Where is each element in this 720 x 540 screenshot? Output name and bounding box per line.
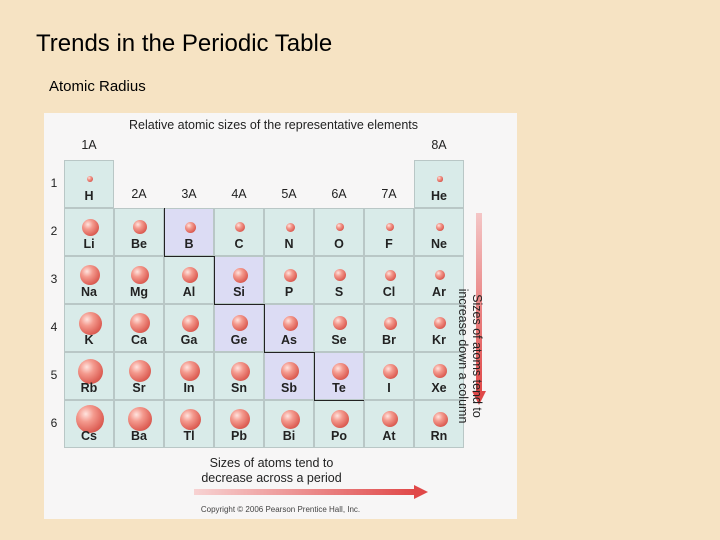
element-symbol-k: K bbox=[84, 333, 94, 347]
element-symbol-tl: Tl bbox=[183, 429, 195, 443]
period-label-2: 2 bbox=[50, 224, 58, 238]
atom-sphere-bi bbox=[281, 410, 300, 429]
atom-sphere-n bbox=[286, 223, 295, 232]
group-label-5a: 5A bbox=[281, 187, 297, 201]
element-symbol-be: Be bbox=[131, 237, 147, 251]
atom-sphere-ar bbox=[435, 270, 445, 280]
element-symbol-cs: Cs bbox=[81, 429, 97, 443]
atom-sphere-sn bbox=[231, 362, 250, 381]
metalloid-staircase-segment bbox=[314, 400, 364, 401]
element-cell-tl bbox=[164, 400, 214, 448]
element-symbol-f: F bbox=[385, 237, 393, 251]
element-symbol-as: As bbox=[281, 333, 297, 347]
atom-sphere-al bbox=[182, 267, 198, 283]
atom-sphere-mg bbox=[131, 266, 149, 284]
figure-title: Relative atomic sizes of the representative elements bbox=[129, 118, 419, 132]
element-symbol-b: B bbox=[184, 237, 194, 251]
element-cell-cs bbox=[64, 400, 114, 448]
element-symbol-kr: Kr bbox=[432, 333, 446, 347]
element-cell-br bbox=[364, 304, 414, 352]
element-cell-cl bbox=[364, 256, 414, 304]
period-label-5: 5 bbox=[50, 368, 58, 382]
atom-sphere-cl bbox=[385, 270, 396, 281]
element-symbol-n: N bbox=[284, 237, 294, 251]
element-cell-f bbox=[364, 208, 414, 256]
element-symbol-ne: Ne bbox=[431, 237, 447, 251]
element-symbol-ar: Ar bbox=[432, 285, 446, 299]
atom-sphere-in bbox=[180, 361, 200, 381]
metalloid-staircase-segment bbox=[164, 256, 214, 257]
element-symbol-p: P bbox=[284, 285, 294, 299]
metalloid-staircase-segment bbox=[314, 352, 365, 400]
atom-sphere-rb bbox=[78, 359, 103, 384]
element-cell-h bbox=[64, 160, 114, 208]
element-cell-se bbox=[314, 304, 364, 352]
period-label-1: 1 bbox=[50, 176, 58, 190]
element-symbol-bi: Bi bbox=[282, 429, 296, 443]
element-cell-ne bbox=[414, 208, 464, 256]
element-cell-ca bbox=[114, 304, 164, 352]
slide-title: Trends in the Periodic Table bbox=[36, 30, 333, 57]
element-symbol-rb: Rb bbox=[80, 381, 98, 395]
element-symbol-ga: Ga bbox=[180, 333, 198, 347]
element-cell-rb bbox=[64, 352, 114, 400]
element-symbol-i: I bbox=[387, 381, 391, 395]
atom-sphere-rn bbox=[433, 412, 448, 427]
atom-sphere-k bbox=[79, 312, 102, 335]
atom-sphere-f bbox=[386, 223, 394, 231]
element-symbol-o: O bbox=[334, 237, 344, 251]
period-label-3: 3 bbox=[50, 272, 58, 286]
atom-sphere-po bbox=[331, 410, 349, 428]
atom-sphere-br bbox=[384, 317, 397, 330]
element-symbol-in: In bbox=[183, 381, 195, 395]
element-cell-sb bbox=[264, 352, 314, 400]
element-symbol-br: Br bbox=[382, 333, 396, 347]
period-label-6: 6 bbox=[50, 416, 58, 430]
element-cell-pb bbox=[214, 400, 264, 448]
element-symbol-si: Si bbox=[233, 285, 245, 299]
element-symbol-li: Li bbox=[83, 237, 95, 251]
metalloid-staircase-segment bbox=[214, 304, 264, 305]
atom-sphere-at bbox=[382, 411, 398, 427]
element-cell-na bbox=[64, 256, 114, 304]
element-cell-in bbox=[164, 352, 214, 400]
atom-sphere-sr bbox=[129, 360, 151, 382]
element-cell-i bbox=[364, 352, 414, 400]
element-cell-s bbox=[314, 256, 364, 304]
element-symbol-mg: Mg bbox=[129, 285, 149, 299]
element-symbol-xe: Xe bbox=[431, 381, 447, 395]
element-cell-he bbox=[414, 160, 464, 208]
element-symbol-te: Te bbox=[332, 381, 346, 395]
atom-sphere-ga bbox=[182, 315, 199, 332]
element-symbol-sn: Sn bbox=[231, 381, 247, 395]
element-cell-o bbox=[314, 208, 364, 256]
element-cell-ba bbox=[114, 400, 164, 448]
element-symbol-po: Po bbox=[331, 429, 347, 443]
metalloid-staircase-segment bbox=[264, 304, 315, 352]
element-symbol-se: Se bbox=[331, 333, 347, 347]
element-cell-al bbox=[164, 256, 214, 304]
group-label-3a: 3A bbox=[181, 187, 197, 201]
group-label-8a: 8A bbox=[431, 138, 447, 152]
group-label-7a: 7A bbox=[381, 187, 397, 201]
element-symbol-rn: Rn bbox=[430, 429, 448, 443]
element-symbol-h: H bbox=[84, 189, 94, 203]
element-cell-ga bbox=[164, 304, 214, 352]
element-cell-at bbox=[364, 400, 414, 448]
element-cell-sr bbox=[114, 352, 164, 400]
period-label-4: 4 bbox=[50, 320, 58, 334]
right-arrow-icon bbox=[414, 485, 428, 499]
periodic-table-figure bbox=[44, 113, 517, 519]
element-cell-k bbox=[64, 304, 114, 352]
element-cell-n bbox=[264, 208, 314, 256]
metalloid-staircase-segment bbox=[164, 208, 215, 256]
right-arrow-shaft bbox=[194, 489, 416, 495]
atom-sphere-se bbox=[333, 316, 347, 330]
metalloid-staircase-segment bbox=[214, 256, 265, 304]
element-symbol-ca: Ca bbox=[131, 333, 147, 347]
element-symbol-na: Na bbox=[81, 285, 97, 299]
vertical-trend-caption: Sizes of atoms tend to increase down a column bbox=[456, 288, 484, 424]
element-cell-c bbox=[214, 208, 264, 256]
atom-sphere-he bbox=[437, 176, 442, 181]
horizontal-trend-caption: Sizes of atoms tend to decrease across a period bbox=[201, 456, 342, 485]
element-symbol-al: Al bbox=[182, 285, 196, 299]
atom-sphere-ca bbox=[130, 313, 150, 333]
atom-sphere-xe bbox=[433, 364, 447, 378]
atom-sphere-o bbox=[336, 223, 345, 232]
atom-sphere-be bbox=[133, 220, 147, 234]
copyright-notice: Copyright © 2006 Pearson Prentice Hall, Inc. bbox=[200, 505, 361, 514]
element-cell-mg bbox=[114, 256, 164, 304]
element-cell-ge bbox=[214, 304, 264, 352]
atom-sphere-sb bbox=[281, 362, 299, 380]
metalloid-staircase-segment bbox=[264, 352, 314, 353]
element-symbol-he: He bbox=[431, 189, 447, 203]
atom-sphere-c bbox=[235, 222, 245, 232]
group-label-1a: 1A bbox=[81, 138, 97, 152]
element-symbol-pb: Pb bbox=[231, 429, 247, 443]
element-symbol-ba: Ba bbox=[131, 429, 147, 443]
group-label-6a: 6A bbox=[331, 187, 347, 201]
atom-sphere-li bbox=[82, 219, 99, 236]
group-label-4a: 4A bbox=[231, 187, 247, 201]
element-symbol-c: C bbox=[234, 237, 244, 251]
atom-sphere-s bbox=[334, 269, 346, 281]
slide-subtitle: Atomic Radius bbox=[49, 78, 146, 95]
atom-sphere-tl bbox=[180, 409, 201, 430]
atom-sphere-p bbox=[284, 269, 297, 282]
element-symbol-at: At bbox=[382, 429, 396, 443]
atom-sphere-ba bbox=[128, 407, 152, 431]
element-cell-be bbox=[114, 208, 164, 256]
element-symbol-s: S bbox=[334, 285, 344, 299]
atom-sphere-h bbox=[87, 176, 93, 182]
group-label-2a: 2A bbox=[131, 187, 147, 201]
atom-sphere-pb bbox=[230, 409, 250, 429]
atom-sphere-i bbox=[383, 364, 398, 379]
atom-sphere-na bbox=[80, 265, 100, 285]
atom-sphere-ge bbox=[232, 315, 248, 331]
element-cell-bi bbox=[264, 400, 314, 448]
element-cell-p bbox=[264, 256, 314, 304]
element-symbol-sr: Sr bbox=[132, 381, 146, 395]
element-symbol-cl: Cl bbox=[382, 285, 396, 299]
element-cell-li bbox=[64, 208, 114, 256]
atom-sphere-kr bbox=[434, 317, 446, 329]
element-cell-sn bbox=[214, 352, 264, 400]
element-symbol-ge: Ge bbox=[230, 333, 248, 347]
element-symbol-sb: Sb bbox=[281, 381, 297, 395]
atom-sphere-ne bbox=[436, 223, 444, 231]
element-cell-po bbox=[314, 400, 364, 448]
